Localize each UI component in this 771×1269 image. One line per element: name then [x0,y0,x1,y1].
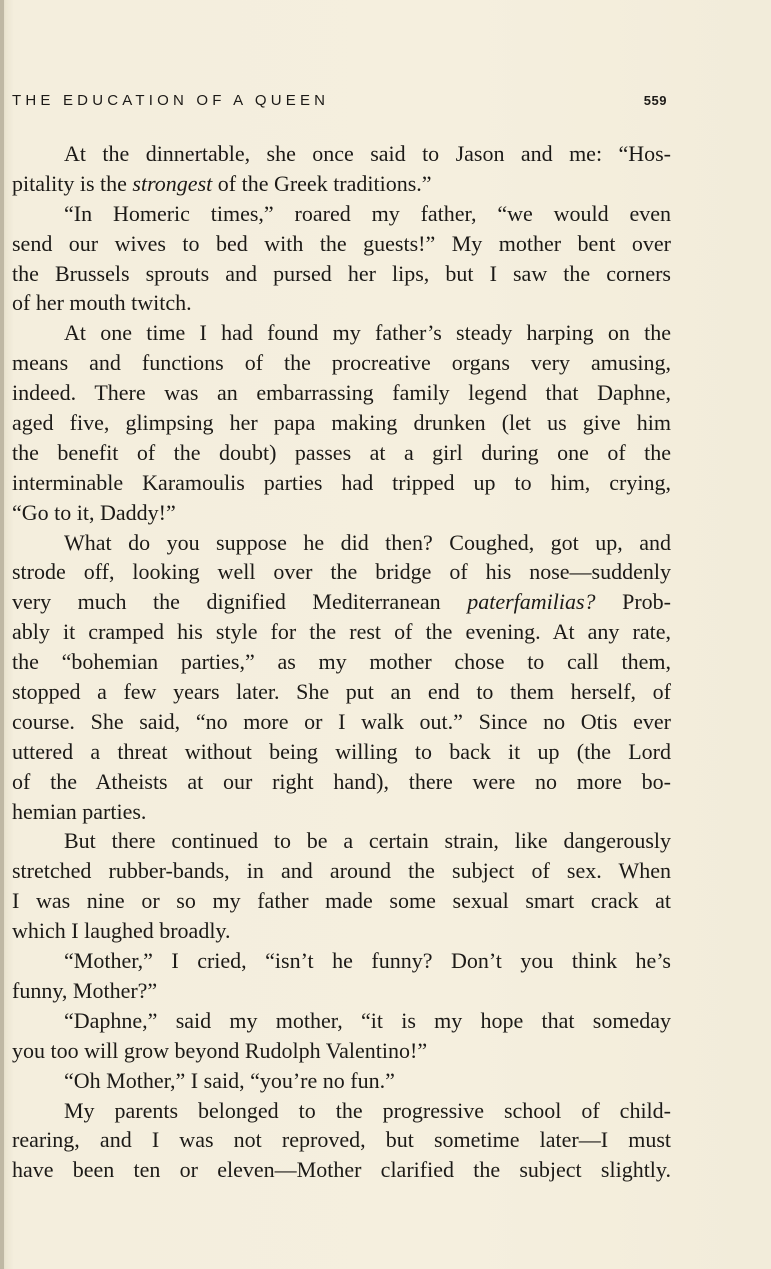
text-line: of the Atheists at our right hand), there were no more bo- [12,768,671,794]
page-gutter-shadow [0,0,4,1269]
text-line: hemian parties. [12,798,147,824]
text-line: rearing, and I was not reproved, but sometime later—I must [12,1127,671,1153]
text-segment: of the Greek traditions.” [212,170,432,196]
text-line: have been ten or eleven—Mother clarified the subject slightly. [12,1157,671,1183]
text-line: stretched rubber-bands, in and around the subject of sex. When [12,858,671,884]
text-line: I was nine or so my father made some sexual smart crack at [12,888,671,914]
text-segment: very much the dignified Mediterranean [12,589,468,615]
text-segment: pitality is the [12,170,133,196]
text-line: indeed. There was an embarrassing family legend that Daphne, [12,380,671,406]
text-line [12,169,671,199]
text-line: At the dinnertable, she once said to Jason and me: “Hos- [64,141,671,166]
text-line: “Mother,” I cried, “isn’t he funny? Don’t you think he’s [64,948,671,974]
text-line: uttered a threat without being willing to back it up (the Lord [12,738,671,764]
text-line: the Brussels sprouts and pursed her lips, but I saw the corners [12,260,671,286]
text-line: means and functions of the procreative organs very amusing, [12,350,671,376]
text-line: which I laughed broadly. [12,918,231,944]
text-line: course. She said, “no more or I walk out.” Since no Otis ever [12,708,671,734]
text-line: “Go to it, Daddy!” [12,499,176,525]
text-segment: Prob- [595,589,671,615]
text-line: stopped a few years later. She put an end to them herself, of [12,679,671,705]
running-title: THE EDUCATION OF A QUEEN [12,92,330,109]
text-line: But there continued to be a certain strain, like dangerously [64,828,671,854]
text-line: ably it cramped his style for the rest of the evening. At any rate, [12,619,671,645]
italic-text: strongest [132,170,213,196]
text-line [12,587,671,617]
text-line: “In Homeric times,” roared my father, “we would even [64,200,671,226]
text-line: “Daphne,” said my mother, “it is my hope that someday [64,1007,671,1033]
text-line: “Oh Mother,” I said, “you’re no fun.” [64,1067,395,1093]
text-line: What do you suppose he did then? Coughed, got up, and [64,529,671,555]
text-line: the “bohemian parties,” as my mother chose to call them, [12,649,671,675]
text-line: interminable Karamoulis parties had tripped up to him, crying, [12,469,671,495]
text-line: of her mouth twitch. [12,290,192,316]
text-line: send our wives to bed with the guests!” My mother bent over [12,230,671,256]
text-line: the benefit of the doubt) passes at a girl during one of the [12,439,671,465]
running-head [12,92,667,114]
text-line: funny, Mother?” [12,977,158,1003]
italic-text: paterfamilias? [467,589,596,615]
text-line: you too will grow beyond Rudolph Valentino!” [12,1037,428,1063]
text-line: My parents belonged to the progressive school of child- [64,1097,671,1123]
text-line: At one time I had found my father’s steady harping on the [64,320,671,346]
text-line: aged five, glimpsing her papa making drunken (let us give him [12,410,671,436]
body-text [12,139,671,1185]
page-number: 559 [643,93,667,108]
text-line: strode off, looking well over the bridge of his nose—suddenly [12,559,671,585]
